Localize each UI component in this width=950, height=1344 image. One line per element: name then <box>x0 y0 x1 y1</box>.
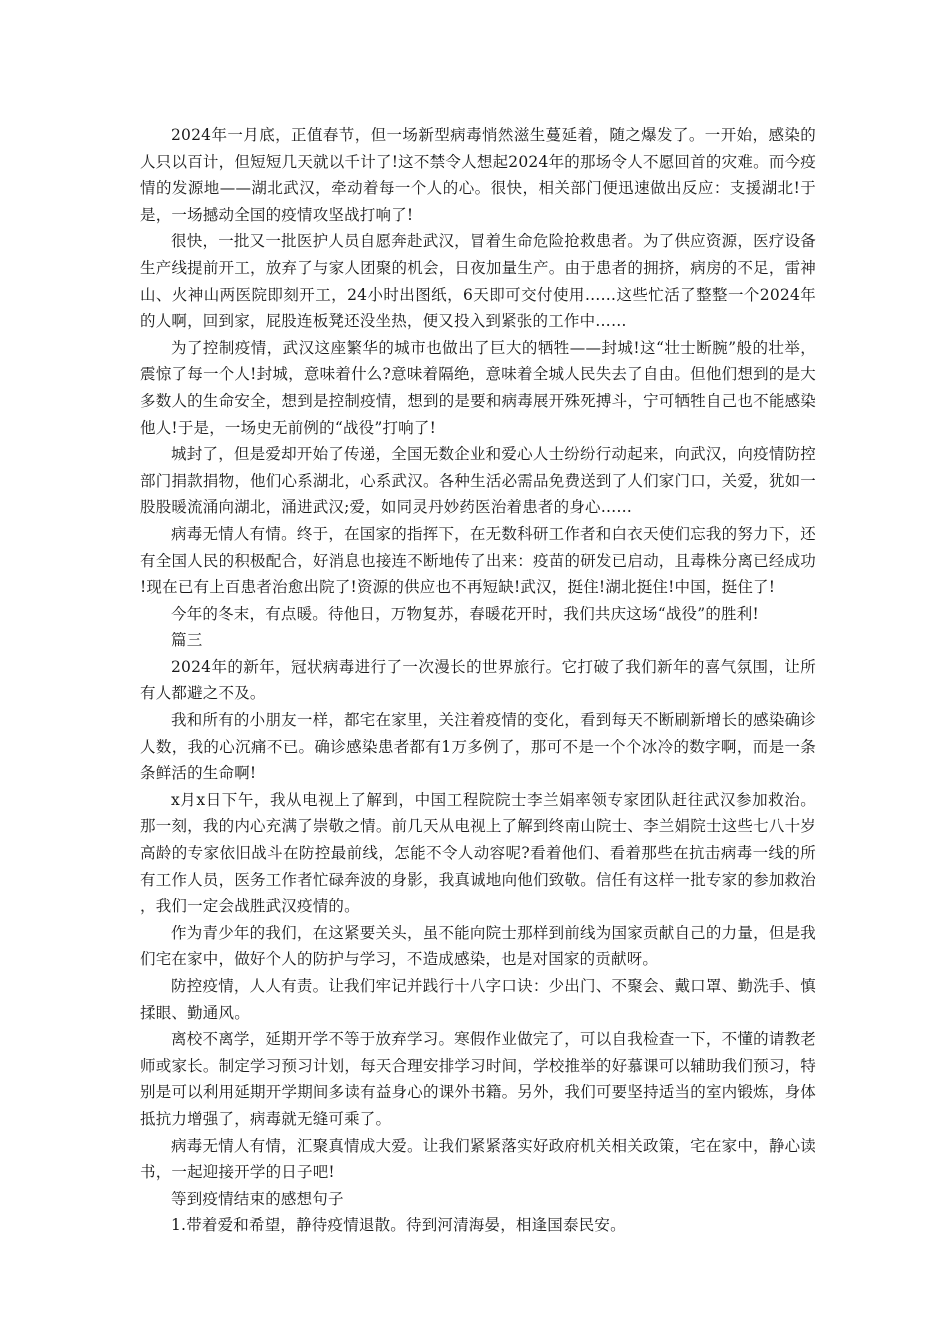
section-heading: 篇三 <box>171 631 203 650</box>
paragraph: x月x日下午，我从电视上了解到，中国工程院院士李兰娟率领专家团队赶往武汉参加救治。那一刻，我的内心充满了崇敬之情。前几天从电视上了解到终南山院士、李兰娟院士这些七八十岁高龄的专家依旧战斗在防控最前线，怎能不令人动容呢?看着他们、看着那些在抗击病毒一线的所有工作人员，医务工作者忙碌奔波的身影，我真诚地向他们致敬。信任有这样一批专家的参加救治，我们一定会战胜武汉疫情的。 <box>140 790 816 916</box>
paragraph: 2024年一月底，正值春节，但一场新型病毒悄然滋生蔓延着，随之爆发了。一开始，感染的人只以百计，但短短几天就以千计了!这不禁令人想起2024年的那场令人不愿回首的灾难。而今疫情的发源地——湖北武汉，牵动着每一个人的心。很快，相关部门便迅速做出反应：支援湖北!于是，一场撼动全国的疫情攻坚战打响了! <box>140 126 816 224</box>
paragraph: 病毒无情人有情，汇聚真情成大爱。让我们紧紧落实好政府机关相关政策，宅在家中，静心读书，一起迎接开学的日子吧! <box>140 1136 816 1182</box>
list-item: 1.带着爱和希望，静待疫情退散。待到河清海晏，相逢国泰民安。 <box>171 1216 626 1235</box>
paragraph: 为了控制疫情，武汉这座繁华的城市也做出了巨大的牺牲——封城!这“壮士断腕”般的壮举，震惊了每一个人!封城，意味着什么?意味着隔绝，意味着全城人民失去了自由。但他们想到的是大多数人的生命安全，想到是控制疫情，想到的是要和病毒展开殊死搏斗，宁可牺牲自己也不能感染他人!于是，一场史无前例的“战役”打响了! <box>140 338 816 437</box>
paragraph: 很快，一批又一批医护人员自愿奔赴武汉，冒着生命危险抢救患者。为了供应资源，医疗设备生产线提前开工，放弃了与家人团聚的机会，日夜加量生产。由于患者的拥挤，病房的不足，雷神山、火神山两医院即刻开工，24小时出图纸，6天即可交付使用……这些忙活了整整一个2024年的人啊，回到家，屁股连板凳还没坐热，便又投入到紧张的工作中…… <box>140 232 816 331</box>
paragraph: 作为青少年的我们，在这紧要关头，虽不能向院士那样到前线为国家贡献自己的力量，但是我们宅在家中，做好个人的防护与学习，不造成感染，也是对国家的贡献呀。 <box>140 923 816 969</box>
paragraph: 2024年的新年，冠状病毒进行了一次漫长的世界旅行。它打破了我们新年的喜气氛围，让所有人都避之不及。 <box>140 657 816 703</box>
section-heading: 等到疫情结束的感想句子 <box>171 1189 344 1208</box>
paragraph: 今年的冬末，有点暖。待他日，万物复苏，春暖花开时，我们共庆这场“战役”的胜利! <box>171 604 759 623</box>
paragraph: 病毒无情人有情。终于，在国家的指挥下，在无数科研工作者和白衣天使们忘我的努力下，还有全国人民的积极配合，好消息也接连不断地传了出来：疫苗的研发已启动，且毒株分离已经成功!现在已有上百患者治愈出院了!资源的供应也不再短缺!武汉，挺住!湖北挺住!中国，挺住了! <box>140 524 816 597</box>
paragraph: 防控疫情，人人有责。让我们牢记并践行十八字口诀：少出门、不聚会、戴口罩、勤洗手、慎揉眼、勤通风。 <box>140 977 816 1022</box>
paragraph: 我和所有的小朋友一样，都宅在家里，关注着疫情的变化，看到每天不断刷新增长的感染确诊人数，我的心沉痛不已。确诊感染患者都有1万多例了，那可不是一个个冰冷的数字啊，而是一条条鲜活的生命啊! <box>140 711 816 783</box>
paragraph: 城封了，但是爱却开始了传递，全国无数企业和爱心人士纷纷行动起来，向武汉，向疫情防控部门捐款捐物，他们心系湖北，心系武汉。各种生活必需品免费送到了人们家门口，关爱，犹如一股股暖流涌向湖北，涌进武汉;爱，如同灵丹妙药医治着患者的身心…… <box>140 445 816 517</box>
document-body <box>140 122 816 1239</box>
paragraph: 离校不离学，延期开学不等于放弃学习。寒假作业做完了，可以自我检查一下，不懂的请教老师或家长。制定学习预习计划，每天合理安排学习时间，学校推举的好慕课可以辅助我们预习，特别是可以利用延期开学期间多读有益身心的课外书籍。另外，我们可要坚持适当的室内锻炼，身体抵抗力增强了，病毒就无缝可乘了。 <box>140 1030 816 1128</box>
